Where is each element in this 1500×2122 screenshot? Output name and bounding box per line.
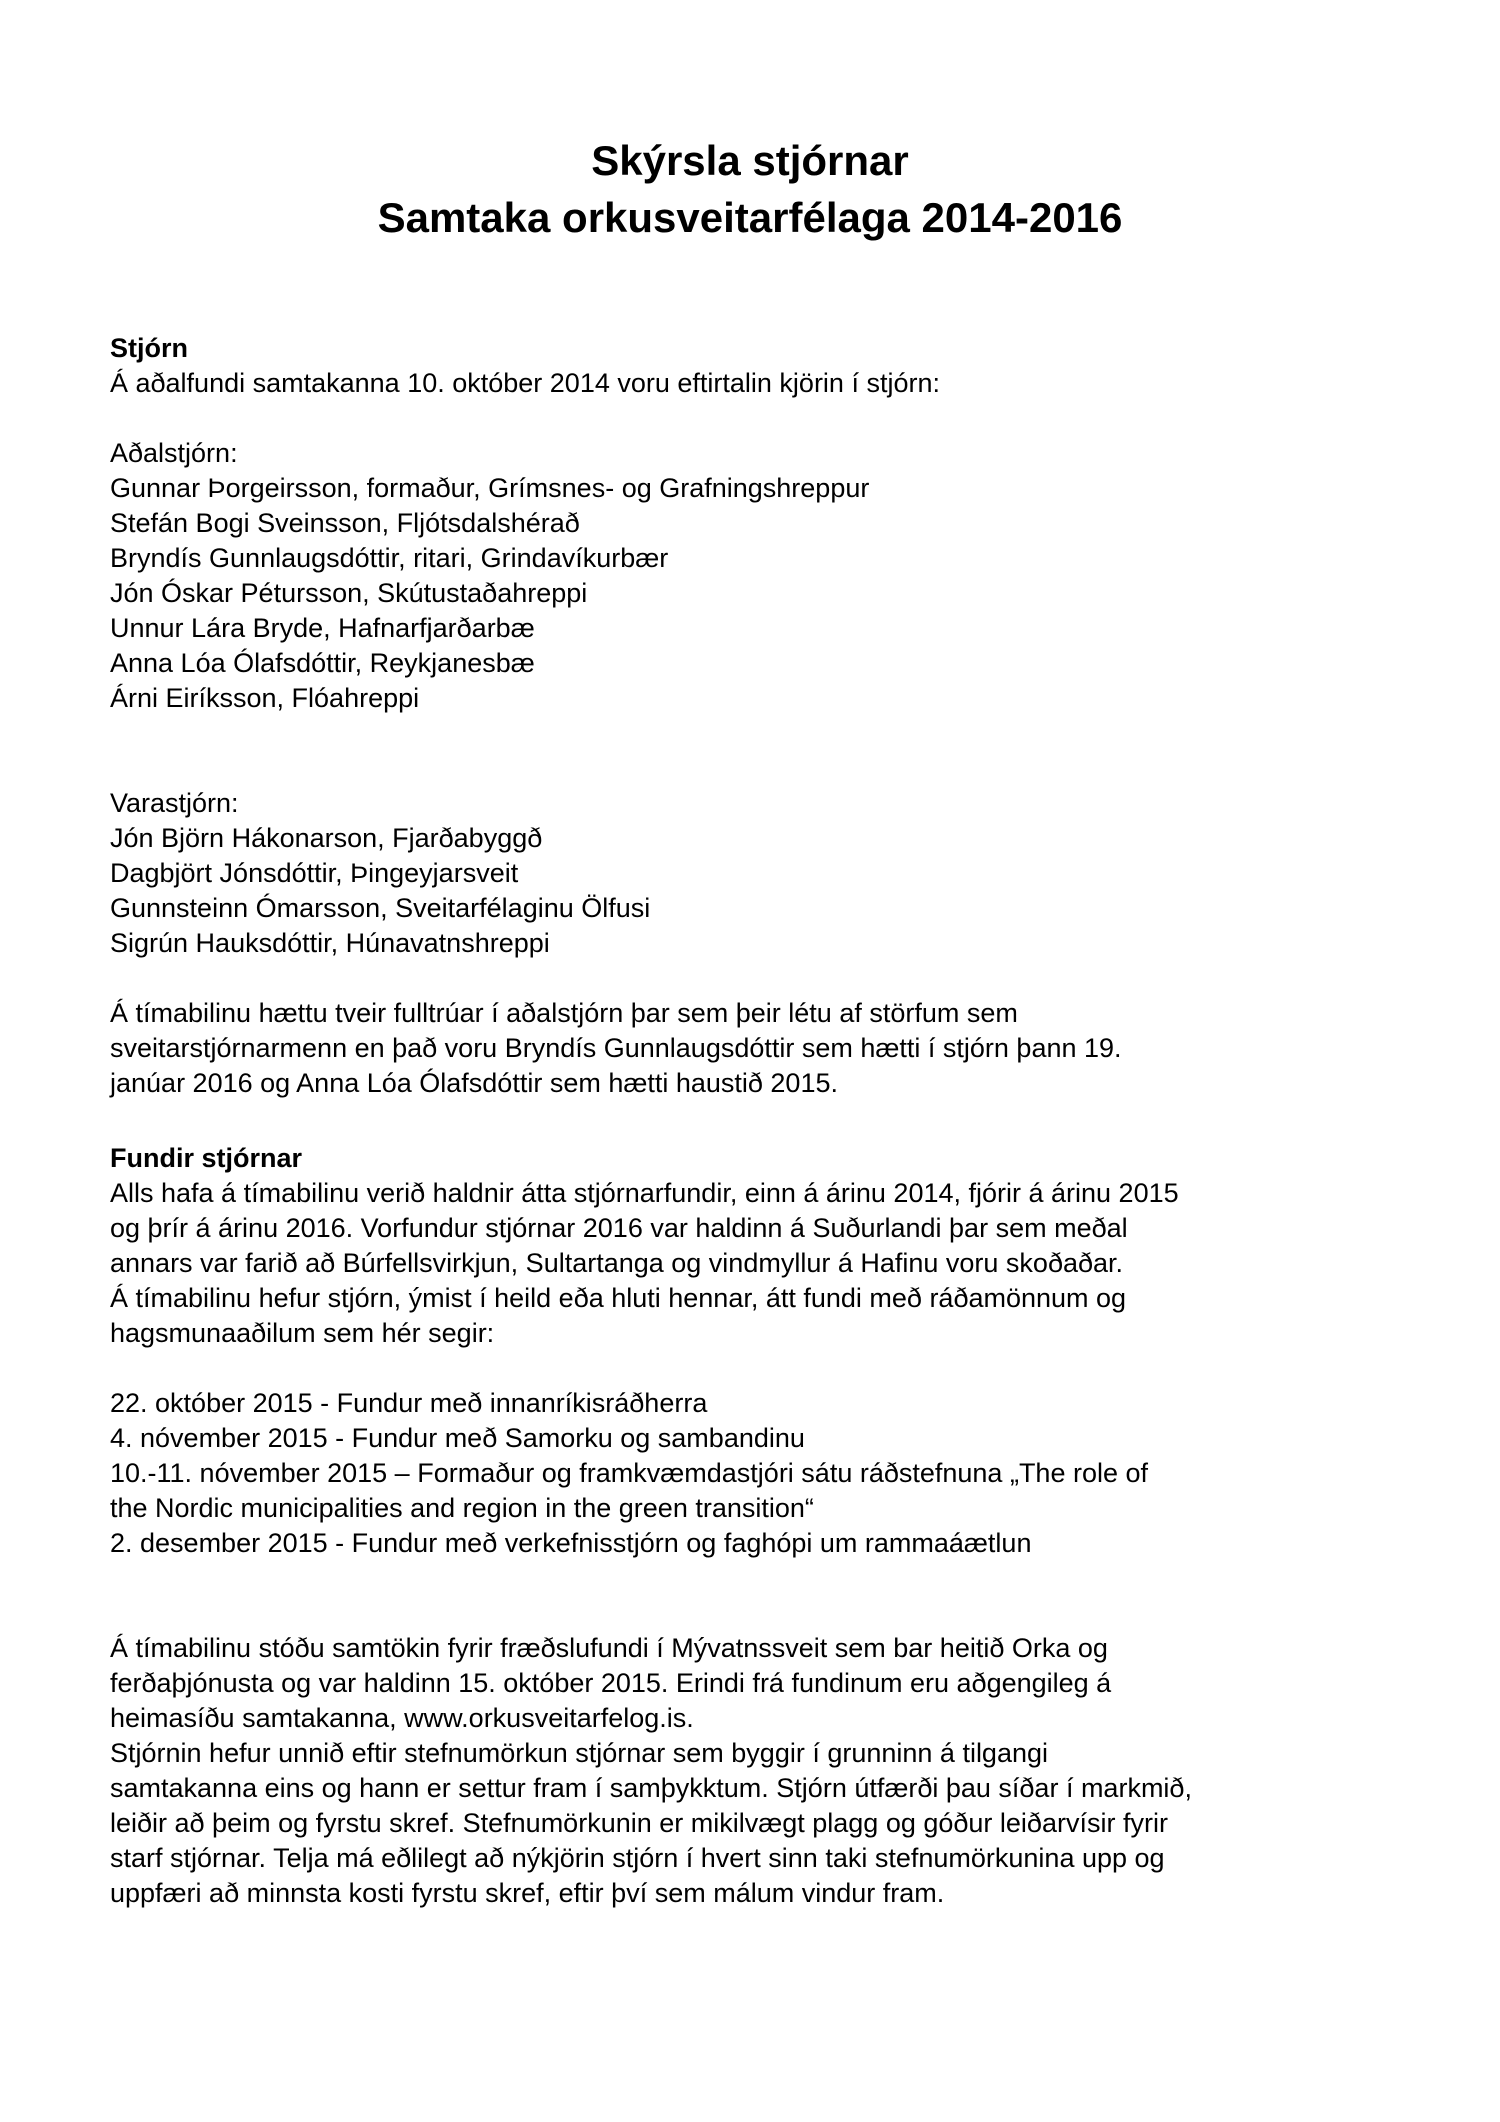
section-heading-fundir: Fundir stjórnar xyxy=(110,1143,303,1173)
document-title xyxy=(110,132,1390,246)
fundir-closing-line: heimasíðu samtakanna, www.orkusveitarfelog.is. xyxy=(110,1703,694,1733)
section-stjorn xyxy=(110,331,1390,1101)
document-title-line1: Skýrsla stjórnar xyxy=(591,137,909,184)
fundir-summary-line: hagsmunaaðilum sem hér segir: xyxy=(110,1318,495,1348)
stjorn-changes-line: Á tímabilinu hættu tveir fulltrúar í aðalstjórn þar sem þeir létu af störfum sem xyxy=(110,998,1018,1028)
varastjorn-member: Gunnsteinn Ómarsson, Sveitarfélaginu Ölfusi xyxy=(110,893,651,923)
adalstjorn-member: Jón Óskar Pétursson, Skútustaðahreppi xyxy=(110,578,588,608)
varastjorn-member: Sigrún Hauksdóttir, Húnavatnshreppi xyxy=(110,928,550,958)
fundir-closing-paragraph xyxy=(110,1631,1390,1911)
stjorn-changes-line: sveitarstjórnarmenn en það voru Bryndís Gunnlaugsdóttir sem hætti í stjórn þann 19. xyxy=(110,1033,1122,1063)
adalstjorn-member: Gunnar Þorgeirsson, formaður, Grímsnes- og Grafningshreppur xyxy=(110,473,870,503)
document-title-line2: Samtaka orkusveitarfélaga 2014-2016 xyxy=(377,194,1123,241)
fundir-closing-line: Stjórnin hefur unnið eftir stefnumörkun stjórnar sem byggir í grunninn á tilgangi xyxy=(110,1738,1048,1768)
varastjorn-member: Dagbjört Jónsdóttir, Þingeyjarsveit xyxy=(110,858,519,888)
varastjorn-member: Jón Björn Hákonarson, Fjarðabyggð xyxy=(110,823,543,853)
fundir-summary-paragraph xyxy=(110,1176,1390,1351)
meeting-item-line: 22. október 2015 - Fundur með innanríkisráðherra xyxy=(110,1388,708,1418)
fundir-summary-line: Á tímabilinu hefur stjórn, ýmist í heild eða hluti hennar, átt fundi með ráðamönnum og xyxy=(110,1283,1127,1313)
meetings-list xyxy=(110,1386,1390,1561)
meeting-item-line: 4. nóvember 2015 - Fundur með Samorku og sambandinu xyxy=(110,1423,805,1453)
fundir-closing-line: ferðaþjónusta og var haldinn 15. október 2015. Erindi frá fundinum eru aðgengileg á xyxy=(110,1668,1112,1698)
fundir-summary-line: annars var farið að Búrfellsvirkjun, Sultartanga og vindmyllur á Hafinu voru skoðaðar. xyxy=(110,1248,1124,1278)
stjorn-changes-paragraph xyxy=(110,996,1390,1101)
fundir-summary-line: Alls hafa á tímabilinu verið haldnir átta stjórnarfundir, einn á árinu 2014, fjórir á árinu 2015 xyxy=(110,1178,1179,1208)
varastjorn-label: Varastjórn: xyxy=(110,788,239,818)
section-heading-stjorn: Stjórn xyxy=(110,333,188,363)
adalstjorn-member: Stefán Bogi Sveinsson, Fljótsdalshérað xyxy=(110,508,580,538)
meeting-item-line: 10.-11. nóvember 2015 – Formaður og framkvæmdastjóri sátu ráðstefnuna „The role of xyxy=(110,1458,1149,1488)
varastjorn-member-list xyxy=(110,821,1390,961)
fundir-closing-line: uppfæri að minnsta kosti fyrstu skref, eftir því sem málum vindur fram. xyxy=(110,1878,945,1908)
fundir-closing-line: samtakanna eins og hann er settur fram í samþykktum. Stjórn útfærði þau síðar í markmið, xyxy=(110,1773,1192,1803)
adalstjorn-label: Aðalstjórn: xyxy=(110,438,238,468)
adalstjorn-member: Unnur Lára Bryde, Hafnarfjarðarbæ xyxy=(110,613,535,643)
fundir-summary-line: og þrír á árinu 2016. Vorfundur stjórnar 2016 var haldinn á Suðurlandi þar sem meðal xyxy=(110,1213,1128,1243)
meeting-item-line: the Nordic municipalities and region in the green transition“ xyxy=(110,1493,814,1523)
section-fundir xyxy=(110,1141,1390,1911)
meeting-item-line: 2. desember 2015 - Fundur með verkefnisstjórn og faghópi um rammaáætlun xyxy=(110,1528,1032,1558)
fundir-closing-line: leiðir að þeim og fyrstu skref. Stefnumörkunin er mikilvægt plagg og góður leiðarvísir fyrir xyxy=(110,1808,1168,1838)
fundir-closing-line: Á tímabilinu stóðu samtökin fyrir fræðslufundi í Mývatnssveit sem bar heitið Orka og xyxy=(110,1633,1108,1663)
fundir-closing-line: starf stjórnar. Telja má eðlilegt að nýkjörin stjórn í hvert sinn taki stefnumörkunina upp og xyxy=(110,1843,1165,1873)
stjorn-changes-line: janúar 2016 og Anna Lóa Ólafsdóttir sem hætti haustið 2015. xyxy=(110,1068,838,1098)
adalstjorn-member: Árni Eiríksson, Flóahreppi xyxy=(110,683,420,713)
adalstjorn-member: Anna Lóa Ólafsdóttir, Reykjanesbæ xyxy=(110,648,535,678)
adalstjorn-member: Bryndís Gunnlaugsdóttir, ritari, Grindavíkurbær xyxy=(110,543,669,573)
adalstjorn-member-list xyxy=(110,471,1390,716)
document-body xyxy=(110,331,1390,1911)
stjorn-intro: Á aðalfundi samtakanna 10. október 2014 voru eftirtalin kjörin í stjórn: xyxy=(110,368,940,398)
